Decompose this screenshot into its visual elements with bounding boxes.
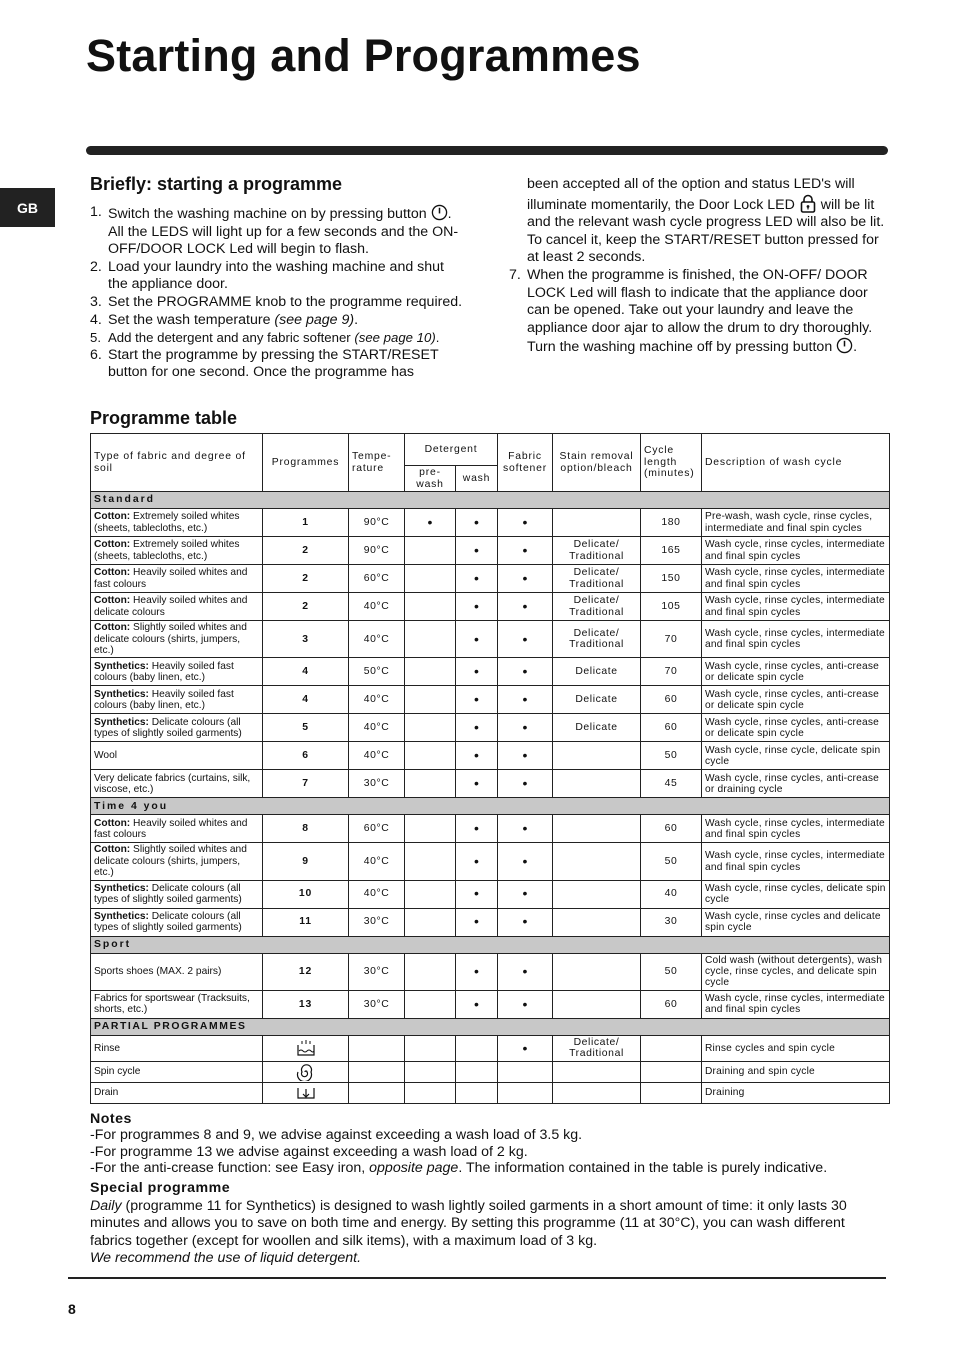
stain-removal-cell [553,953,641,990]
cycle-length-cell: 150 [641,565,702,593]
dot-mark: • [498,1035,553,1061]
cycle-length-cell: 105 [641,593,702,621]
special-heading: Special programme [90,1180,231,1196]
cycle-length-cell: 45 [641,770,702,798]
empty-cell [405,658,456,686]
empty-cell [456,1083,498,1104]
programme-number: 1 [263,509,349,537]
table-row [91,1083,890,1104]
empty-cell [405,1083,456,1104]
empty-cell [641,1083,702,1104]
table-row [91,565,890,593]
power-button-icon [431,204,448,221]
empty-cell [405,880,456,908]
step-4: 4. Set the wash temperature (see page 9). [90,311,359,328]
programme-number: 2 [263,565,349,593]
temperature-cell: 30°C [349,908,405,936]
dot-mark: • [498,843,553,880]
drain-icon [296,1088,316,1099]
table-row [91,990,890,1018]
empty-cell [405,742,456,770]
dot-mark: • [456,908,498,936]
fabric-cell: Sports shoes (MAX. 2 pairs) [91,953,263,990]
step6-continuation: been accepted all of the option and status LED's will illuminate momentarily, the Door Lock LED will be lit and the relevant wash cycle progress LED will also be lit. [527,176,885,231]
briefly-heading: Briefly: starting a programme [90,174,343,194]
description-cell: Wash cycle, rinse cycles, intermediate and final spin cycles [702,565,890,593]
temperature-cell: 30°C [349,990,405,1018]
programme-table-heading: Programme table [90,408,238,428]
description-cell: Wash cycle, rinse cycles, anti-crease or delicate spin cycle [702,658,890,686]
programme-icon-cell [263,1062,349,1083]
dot-mark: • [456,686,498,714]
description-cell: Wash cycle, rinse cycles, anti-crease or delicate spin cycle [702,686,890,714]
power-button-icon [836,337,853,354]
dot-mark: • [456,537,498,565]
fabric-cell: Wool [91,742,263,770]
page-title: Starting and Programmes [86,30,641,81]
section-row [91,936,890,953]
notes-heading: Notes [90,1111,132,1127]
dot-mark: • [498,770,553,798]
step-3: 3. Set the PROGRAMME knob to the programme required. [90,293,463,310]
programme-number: 10 [263,880,349,908]
dot-mark: • [498,953,553,990]
empty-cell [349,1083,405,1104]
footer-rule [68,1277,886,1279]
language-tab: GB [0,188,55,227]
step-7: 7. When the programme is finished, the ON-OFF/ DOOR LOCK Led will flash to indicate that the appliance door can be opened. Take out your laundry and leave the appliance door ajar to allow the drum to dry thoroughly. Turn the washing machine off by pressing button . [509,266,873,356]
table-row [91,815,890,843]
header-wash: wash [456,466,498,492]
header-cycle-length: Cycle length (minutes) [641,434,702,492]
description-cell: Wash cycle, rinse cycles, intermediate and final spin cycles [702,843,890,880]
stain-removal-cell: Delicate [553,686,641,714]
programme-number: 4 [263,686,349,714]
empty-cell [405,990,456,1018]
empty-cell [405,1035,456,1061]
fabric-cell: Synthetics: Delicate colours (all types of slightly soiled garments) [91,880,263,908]
dot-mark: • [456,880,498,908]
temperature-cell: 90°C [349,537,405,565]
stain-removal-cell: Delicate [553,714,641,742]
temperature-cell: 60°C [349,565,405,593]
fabric-cell: Cotton: Extremely soiled whites (sheets, tablecloths, etc.) [91,509,263,537]
cycle-length-cell: 50 [641,953,702,990]
table-row [91,770,890,798]
stain-removal-cell [553,843,641,880]
temperature-cell: 90°C [349,509,405,537]
dot-mark: • [498,742,553,770]
cycle-length-cell: 60 [641,686,702,714]
temperature-cell: 30°C [349,770,405,798]
header-fabric: Type of fabric and degree of soil [91,434,263,492]
dot-mark: • [456,714,498,742]
empty-cell [405,565,456,593]
section-title: Sport [91,936,890,953]
table-row [91,953,890,990]
table-row [91,593,890,621]
stain-removal-cell: Delicate/ Traditional [553,1035,641,1061]
section-row [91,798,890,815]
dot-mark: • [456,509,498,537]
dot-mark: • [498,908,553,936]
programme-number: 6 [263,742,349,770]
dot-mark: • [498,621,553,658]
temperature-cell: 40°C [349,843,405,880]
table-row [91,742,890,770]
step-1: 1. Switch the washing machine on by pressing button . All the LEDS will light up for a few seconds and the ON-OFF/DOOR LOCK Led will begin to flash. [90,204,459,258]
fabric-cell: Spin cycle [91,1062,263,1083]
stain-removal-cell [553,908,641,936]
cycle-length-cell: 40 [641,880,702,908]
stain-removal-cell [553,815,641,843]
empty-cell [405,843,456,880]
fabric-cell: Cotton: Extremely soiled whites (sheets, tablecloths, etc.) [91,537,263,565]
fabric-cell: Cotton: Slightly soiled whites and delicate colours (shirts, jumpers, etc.) [91,621,263,658]
header-description: Description of wash cycle [702,434,890,492]
description-cell: Draining [702,1083,890,1104]
table-row [91,621,890,658]
note-line: -For the anti-crease function: see Easy iron, opposite page. The information contained in the table is purely indicative. [90,1160,828,1177]
description-cell: Cold wash (without detergents), wash cycle, rinse cycles, and delicate spin cycle [702,953,890,990]
table-row [91,1062,890,1083]
fabric-cell: Cotton: Slightly soiled whites and delicate colours (shirts, jumpers, etc.) [91,843,263,880]
dot-mark: • [456,593,498,621]
table-row [91,658,890,686]
empty-cell [498,1062,553,1083]
cycle-length-cell: 70 [641,621,702,658]
table-row [91,714,890,742]
dot-mark: • [498,537,553,565]
programme-number: 2 [263,537,349,565]
empty-cell [405,953,456,990]
empty-cell [405,537,456,565]
dot-mark: • [456,953,498,990]
dot-mark: • [456,658,498,686]
stain-removal-cell: Delicate/ Traditional [553,621,641,658]
cycle-length-cell: 165 [641,537,702,565]
table-row [91,1035,890,1061]
empty-cell [405,908,456,936]
cycle-length-cell: 180 [641,509,702,537]
steps-list [90,204,466,382]
cancel-instruction: To cancel it, keep the START/RESET button pressed for at least 2 seconds. [527,231,879,266]
programme-table [90,433,890,1104]
temperature-cell: 40°C [349,593,405,621]
stain-removal-cell [553,990,641,1018]
programme-number: 11 [263,908,349,936]
description-cell: Rinse cycles and spin cycle [702,1035,890,1061]
empty-cell [349,1035,405,1061]
fabric-cell: Cotton: Heavily soiled whites and delicate colours [91,593,263,621]
dot-mark: • [456,742,498,770]
fabric-cell: Synthetics: Delicate colours (all types of slightly soiled garments) [91,714,263,742]
page-number: 8 [68,1301,76,1317]
stain-removal-cell: Delicate/ Traditional [553,537,641,565]
stain-removal-cell: Delicate/ Traditional [553,565,641,593]
header-temperature: Tempe- rature [349,434,405,492]
temperature-cell: 60°C [349,815,405,843]
description-cell: Wash cycle, rinse cycles, intermediate and final spin cycles [702,815,890,843]
step-5: 5. Add the detergent and any fabric softener (see page 10). [90,330,440,346]
cycle-length-cell: 50 [641,843,702,880]
fabric-cell: Rinse [91,1035,263,1061]
programme-number: 9 [263,843,349,880]
table-body [91,492,890,1104]
empty-cell [405,593,456,621]
fabric-cell: Cotton: Heavily soiled whites and fast colours [91,565,263,593]
programme-number: 12 [263,953,349,990]
description-cell: Wash cycle, rinse cycles, intermediate and final spin cycles [702,593,890,621]
temperature-cell: 40°C [349,686,405,714]
programme-icon-cell [263,1035,349,1061]
cycle-length-cell: 70 [641,658,702,686]
description-cell: Draining and spin cycle [702,1062,890,1083]
stain-removal-cell [553,1062,641,1083]
section-title: PARTIAL PROGRAMMES [91,1018,890,1035]
stain-removal-cell: Delicate [553,658,641,686]
steps-list-cont [509,267,885,357]
briefly-left-column [90,204,466,382]
stain-removal-cell [553,742,641,770]
door-lock-icon [799,194,817,213]
empty-cell [405,714,456,742]
empty-cell [405,815,456,843]
dot-mark: • [498,658,553,686]
stain-removal-cell [553,880,641,908]
table-row [91,537,890,565]
dot-mark: • [456,621,498,658]
cycle-length-cell: 30 [641,908,702,936]
dot-mark: • [498,990,553,1018]
description-cell: Wash cycle, rinse cycles, intermediate and final spin cycles [702,990,890,1018]
table-row [91,843,890,880]
description-cell: Pre-wash, wash cycle, rinse cycles, intermediate and final spin cycles [702,509,890,537]
cycle-length-cell: 60 [641,815,702,843]
header-programmes: Programmes [263,434,349,492]
programme-number: 3 [263,621,349,658]
special-programme-block [90,1180,890,1268]
programme-number: 8 [263,815,349,843]
dot-mark: • [456,565,498,593]
description-cell: Wash cycle, rinse cycles, anti-crease or delicate spin cycle [702,714,890,742]
dot-mark: • [498,509,553,537]
temperature-cell: 50°C [349,658,405,686]
note-line: -For programmes 8 and 9, we advise against exceeding a wash load of 3.5 kg. [90,1127,583,1144]
empty-cell [405,770,456,798]
empty-cell [405,1062,456,1083]
header-detergent: Detergent [405,434,498,466]
programme-number: 4 [263,658,349,686]
step-2: 2. Load your laundry into the washing machine and shut the appliance door. [90,258,444,293]
table-row [91,509,890,537]
description-cell: Wash cycle, rinse cycles and delicate spin cycle [702,908,890,936]
programme-number: 2 [263,593,349,621]
description-cell: Wash cycle, rinse cycles, anti-crease or draining cycle [702,770,890,798]
programme-number: 5 [263,714,349,742]
dot-mark: • [498,880,553,908]
section-title: Standard [91,492,890,509]
description-cell: Wash cycle, rinse cycles, intermediate and final spin cycles [702,537,890,565]
briefly-right-column [509,176,885,357]
notes-block [90,1111,890,1177]
empty-cell [405,686,456,714]
stain-removal-cell [553,770,641,798]
temperature-cell: 30°C [349,953,405,990]
section-row [91,1018,890,1035]
dot-mark: • [456,843,498,880]
temperature-cell: 40°C [349,714,405,742]
stain-removal-cell [553,1083,641,1104]
header-stain-removal: Stain removal option/bleach [553,434,641,492]
stain-removal-cell: Delicate/ Traditional [553,593,641,621]
dot-mark: • [498,565,553,593]
dot-mark: • [498,714,553,742]
dot-mark: • [498,593,553,621]
fabric-cell: Synthetics: Heavily soiled fast colours (baby linen, etc.) [91,686,263,714]
dot-mark: • [498,815,553,843]
programme-icon-cell [263,1083,349,1104]
description-cell: Wash cycle, rinse cycles, intermediate and final spin cycles [702,621,890,658]
section-title: Time 4 you [91,798,890,815]
empty-cell [641,1062,702,1083]
empty-cell [349,1062,405,1083]
fabric-cell: Cotton: Heavily soiled whites and fast colours [91,815,263,843]
dot-mark: • [456,770,498,798]
header-rule [86,146,888,155]
cycle-length-cell: 50 [641,742,702,770]
empty-cell [456,1062,498,1083]
spin-icon [296,1067,316,1078]
special-recommendation: We recommend the use of liquid detergent. [90,1250,362,1267]
programme-number: 7 [263,770,349,798]
step-6: 6. Start the programme by pressing the START/RESET button for one second. Once the programme has [90,346,439,381]
header-fabric-softener: Fabric softener [498,434,553,492]
temperature-cell: 40°C [349,880,405,908]
description-cell: Wash cycle, rinse cycle, delicate spin cycle [702,742,890,770]
dot-mark: • [456,990,498,1018]
dot-mark: • [456,815,498,843]
empty-cell [405,621,456,658]
table-row [91,686,890,714]
temperature-cell: 40°C [349,742,405,770]
programme-number: 13 [263,990,349,1018]
empty-cell [456,1035,498,1061]
fabric-cell: Drain [91,1083,263,1104]
note-line: -For programme 13 we advise against exceeding a wash load of 2 kg. [90,1143,528,1160]
description-cell: Wash cycle, rinse cycles, delicate spin cycle [702,880,890,908]
section-row [91,492,890,509]
fabric-cell: Synthetics: Delicate colours (all types of slightly soiled garments) [91,908,263,936]
fabric-cell: Synthetics: Heavily soiled fast colours (baby linen, etc.) [91,658,263,686]
rinse-icon [296,1043,316,1054]
dot-mark: • [405,509,456,537]
fabric-cell: Very delicate fabrics (curtains, silk, viscose, etc.) [91,770,263,798]
stain-removal-cell [553,509,641,537]
empty-cell [498,1083,553,1104]
temperature-cell: 40°C [349,621,405,658]
dot-mark: • [498,686,553,714]
header-prewash: pre- wash [405,466,456,492]
table-row [91,908,890,936]
special-text: Daily (programme 11 for Synthetics) is designed to wash lightly soiled garments in a short amount of time: it only lasts 30 minutes and allows you to save on both time and energy. By setting this programme (11 at 30°C), you can wash different fabrics together (except for woollen and silk items), with a maximum load of 3 kg. [90,1197,847,1249]
fabric-cell: Fabrics for sportswear (Tracksuits, shorts, etc.) [91,990,263,1018]
cycle-length-cell: 60 [641,714,702,742]
empty-cell [641,1035,702,1061]
table-row [91,880,890,908]
cycle-length-cell: 60 [641,990,702,1018]
